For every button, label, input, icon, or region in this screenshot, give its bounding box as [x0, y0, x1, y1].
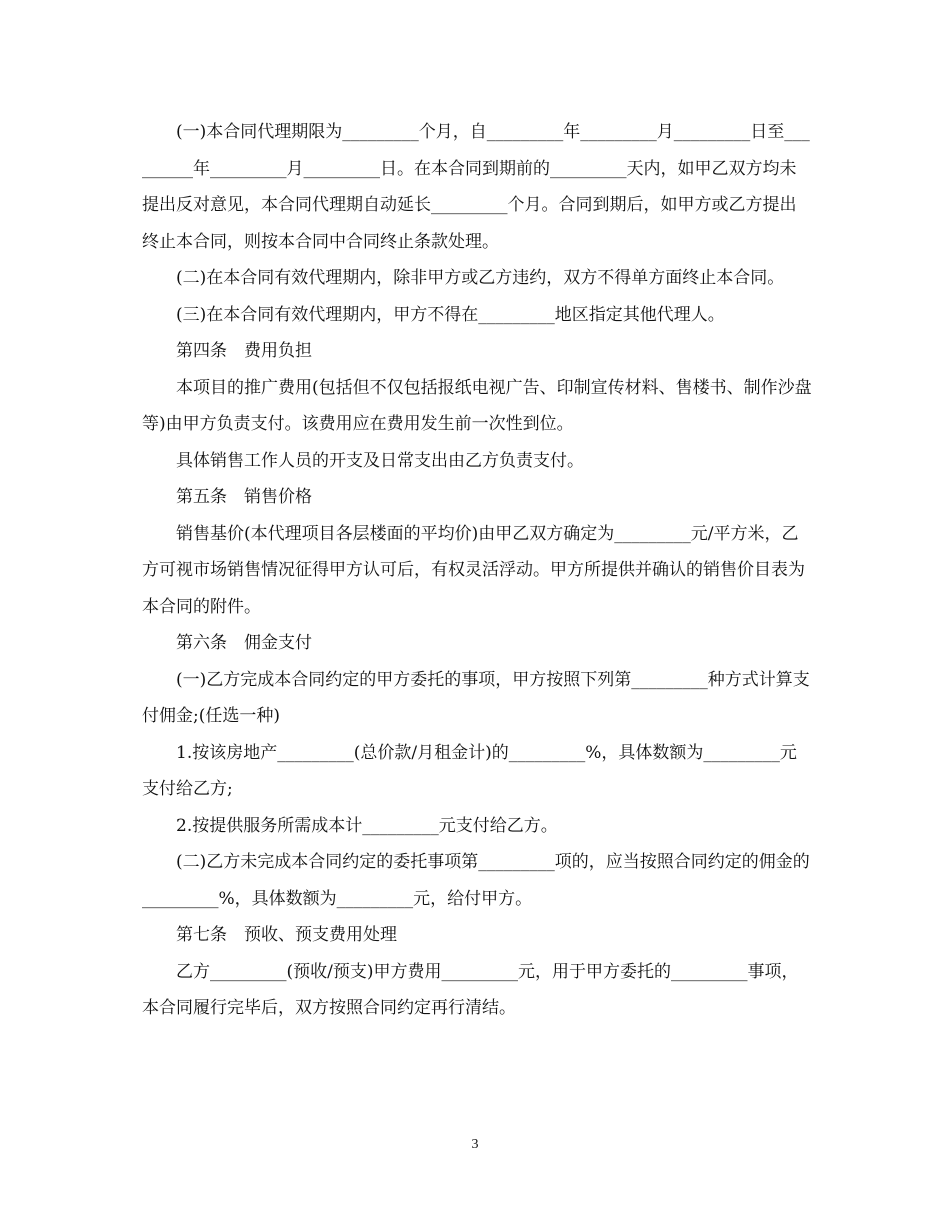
paragraph-commission-option-2: 2.按提供服务所需成本计_________元支付给乙方。: [176, 815, 558, 836]
paragraph-staff-costs: 具体销售工作人员的开支及日常支出由乙方负责支付。: [176, 450, 584, 471]
paragraph-advance-fees: 乙方_________(预收/预支)甲方费用_________元，用于甲方委托的_________事项，本合同履行完毕后，双方按照合同约定再行清结。: [142, 961, 799, 1018]
heading-article-7: 第七条 预收、预支费用处理: [176, 925, 397, 945]
paragraph-promotion-costs: 本项目的推广费用(包括但不仅包括报纸电视广告、印制宣传材料、售楼书、制作沙盘等)由甲方负责支付。该费用应在费用发生前一次性到位。: [142, 377, 812, 434]
paragraph-commission-option-1: 1.按该房地产_________(总价款/月租金计)的_________%，具体数额为_________元支付给乙方;: [142, 742, 797, 799]
heading-article-4: 第四条 费用负担: [176, 341, 312, 361]
heading-article-5: 第五条 销售价格: [176, 487, 312, 507]
paragraph-commission-method: (一)乙方完成本合同约定的甲方委托的事项，甲方按照下列第_________种方式计算支付佣金;(任选一种): [142, 669, 810, 726]
paragraph-uncompleted-items: (二)乙方未完成本合同约定的委托事项第_________项的，应当按照合同约定的佣金的_________%，具体数额为_________元，给付甲方。: [142, 852, 810, 909]
heading-article-6: 第六条 佣金支付: [176, 633, 312, 653]
paragraph-exclusive-region: (三)在本合同有效代理期内，甲方不得在_________地区指定其他代理人。: [176, 304, 725, 325]
paragraph-no-unilateral-termination: (二)在本合同有效代理期内，除非甲方或乙方违约，双方不得单方面终止本合同。: [176, 268, 785, 288]
paragraph-agency-term: (一)本合同代理期限为_________个月，自_________年_________月_________日至_________年_________月_________日。在本合同到期前的_________天内，如甲乙双方均未提出反对意见，本合同代理期自动延长_________个月。合同到期后，如甲方或乙方提出终止本合同，则按本合同中合同终止条款处理。: [142, 122, 810, 252]
page-number: 3: [471, 1137, 479, 1152]
document-body: [142, 114, 812, 1027]
paragraph-base-price: 销售基价(本代理项目各层楼面的平均价)由甲乙双方确定为_________元/平方米，乙方可视市场销售情况征得甲方认可后，有权灵活浮动。甲方所提供并确认的销售价目表为本合同的附件。: [142, 523, 805, 617]
